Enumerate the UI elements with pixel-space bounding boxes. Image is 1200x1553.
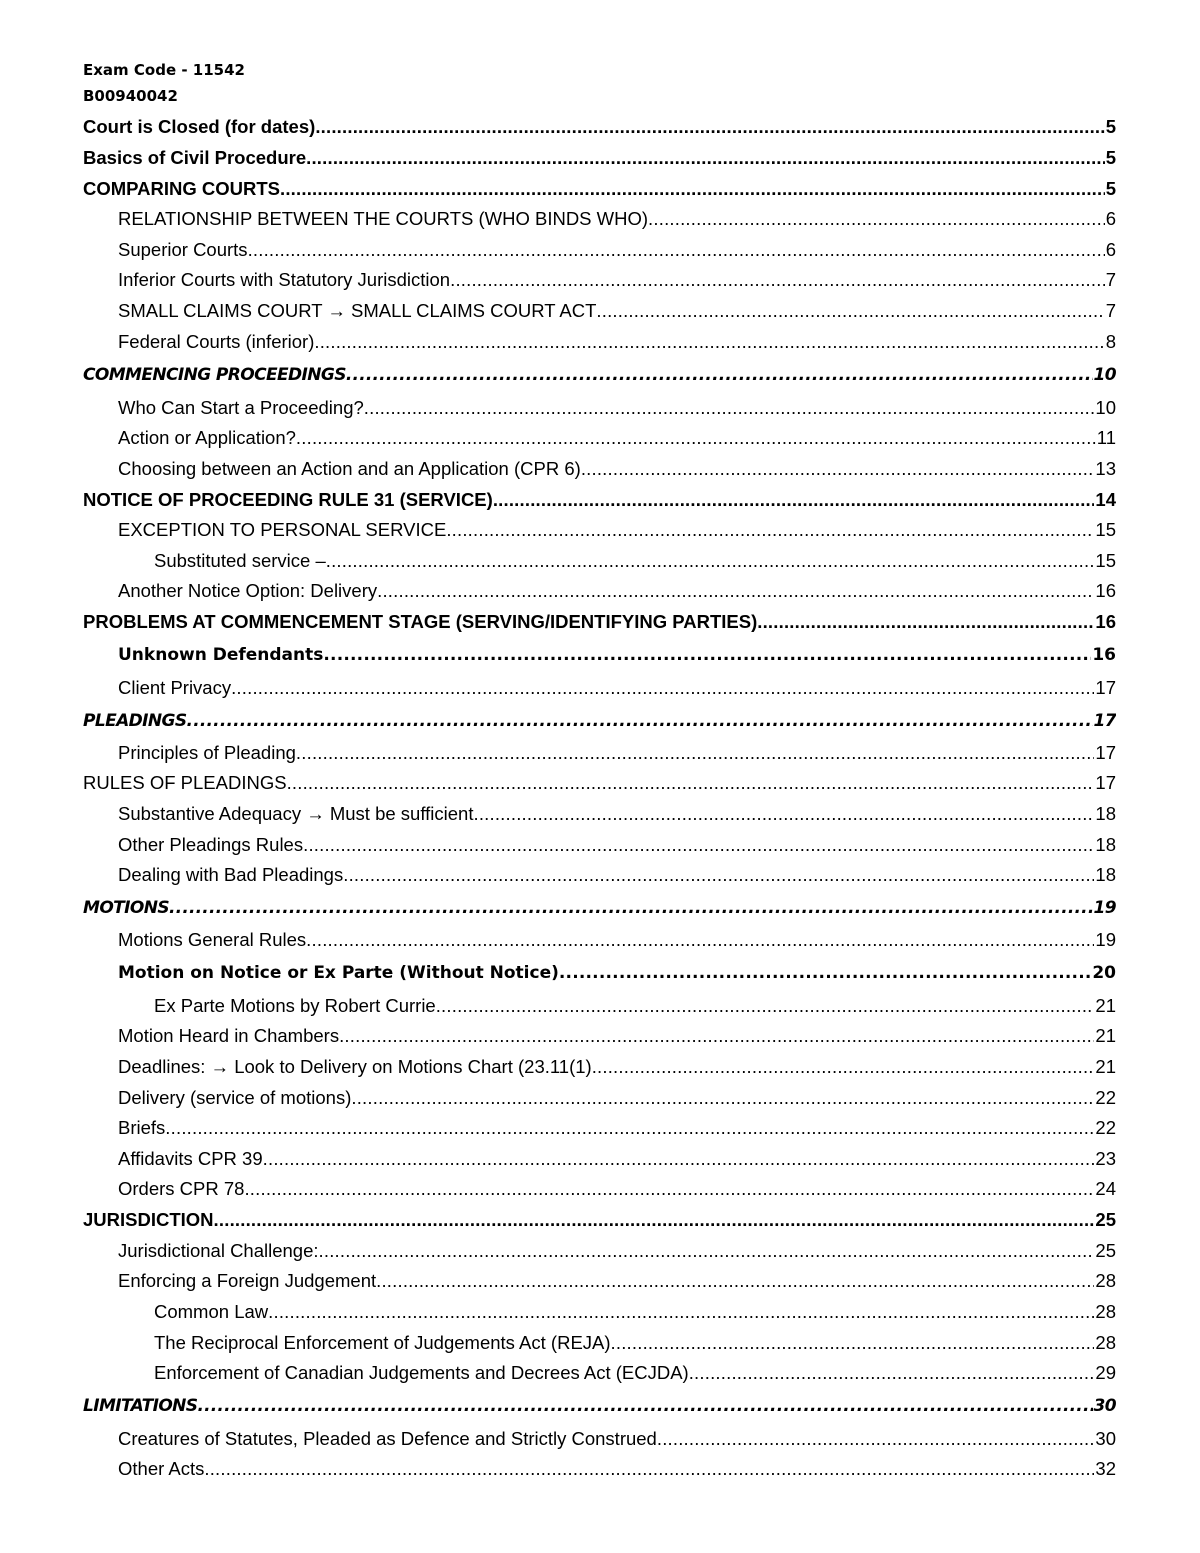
toc-entry[interactable]: Substantive Adequacy → Must be sufficient ..... 18 <box>118 802 1116 826</box>
toc-entry[interactable]: Deadlines: → Look to Delivery on Motions Chart (23.11(1) ..... 21 <box>118 1055 1116 1079</box>
toc-entry[interactable]: Motions General Rules ..... 19 <box>118 928 1116 952</box>
toc-entry[interactable]: Enforcement of Canadian Judgements and Decrees Act (ECJDA) ..... 29 <box>154 1361 1116 1385</box>
toc-entry[interactable]: Affidavits CPR 39 ..... 23 <box>118 1147 1116 1171</box>
toc-entry[interactable]: COMMENCING PROCEEDINGS ..... 10 <box>83 363 1116 387</box>
toc-entry[interactable]: Enforcing a Foreign Judgement ..... 28 <box>118 1269 1116 1293</box>
toc-entry[interactable]: Action or Application? ..... 11 <box>118 426 1116 450</box>
toc-entry[interactable]: Superior Courts ..... 6 <box>118 238 1116 262</box>
toc-entry[interactable]: SMALL CLAIMS COURT → SMALL CLAIMS COURT ACT ..... 7 <box>118 299 1116 323</box>
toc-entry[interactable]: Federal Courts (inferior) ..... 8 <box>118 330 1116 354</box>
toc-entry[interactable]: JURISDICTION ..... 25 <box>83 1208 1116 1232</box>
toc-entry[interactable]: MOTIONS ..... 19 <box>83 896 1116 920</box>
toc-entry[interactable]: NOTICE OF PROCEEDING RULE 31 (SERVICE) ..... 14 <box>83 488 1116 512</box>
toc-entry[interactable]: Motion on Notice or Ex Parte (Without Notice) ..... 20 <box>118 961 1116 985</box>
toc-entry[interactable]: PLEADINGS ..... 17 <box>83 709 1116 733</box>
toc-entry[interactable]: The Reciprocal Enforcement of Judgements Act (REJA) ..... 28 <box>154 1331 1116 1355</box>
toc-entry[interactable]: Principles of Pleading ..... 17 <box>118 741 1116 765</box>
toc-entry[interactable]: COMPARING COURTS ..... 5 <box>83 177 1116 201</box>
toc-entry[interactable]: EXCEPTION TO PERSONAL SERVICE ..... 15 <box>118 518 1116 542</box>
toc-entry[interactable]: Jurisdictional Challenge: ..... 25 <box>118 1239 1116 1263</box>
toc-entry[interactable]: PROBLEMS AT COMMENCEMENT STAGE (SERVING/IDENTIFYING PARTIES) ..... 16 <box>83 610 1116 634</box>
toc-entry[interactable]: Who Can Start a Proceeding? ..... 10 <box>118 396 1116 420</box>
toc-entry[interactable]: Basics of Civil Procedure ..... 5 <box>83 146 1116 170</box>
toc-entry[interactable]: Motion Heard in Chambers ..... 21 <box>118 1024 1116 1048</box>
toc-entry[interactable]: Other Pleadings Rules ..... 18 <box>118 833 1116 857</box>
toc-entry[interactable]: Unknown Defendants ..... 16 <box>118 643 1116 667</box>
toc-entry[interactable]: Delivery (service of motions) ..... 22 <box>118 1086 1116 1110</box>
toc-entry[interactable]: Client Privacy ..... 17 <box>118 676 1116 700</box>
toc-entry[interactable]: LIMITATIONS ..... 30 <box>83 1394 1116 1418</box>
toc-entry[interactable]: Ex Parte Motions by Robert Currie ..... 21 <box>154 994 1116 1018</box>
toc-entry[interactable]: Briefs ..... 22 <box>118 1116 1116 1140</box>
toc-entry[interactable]: Another Notice Option: Delivery ..... 16 <box>118 579 1116 603</box>
toc-entry[interactable]: Choosing between an Action and an Application (CPR 6) ..... 13 <box>118 457 1116 481</box>
toc-entry[interactable]: Dealing with Bad Pleadings ..... 18 <box>118 863 1116 887</box>
toc-entry[interactable]: RELATIONSHIP BETWEEN THE COURTS (WHO BINDS WHO) ..... 6 <box>118 207 1116 231</box>
exam-code: Exam Code - 11542 <box>83 61 245 79</box>
toc-entry[interactable]: Substituted service – ..... 15 <box>154 549 1116 573</box>
student-id: B00940042 <box>83 87 178 105</box>
toc-entry[interactable]: Common Law ..... 28 <box>154 1300 1116 1324</box>
toc-entry[interactable]: Other Acts ..... 32 <box>118 1457 1116 1481</box>
toc-entry[interactable]: Inferior Courts with Statutory Jurisdiction ..... 7 <box>118 268 1116 292</box>
toc-entry[interactable]: Orders CPR 78 ..... 24 <box>118 1177 1116 1201</box>
toc-entry[interactable]: RULES OF PLEADINGS ..... 17 <box>83 771 1116 795</box>
toc-entry[interactable]: Creatures of Statutes, Pleaded as Defence and Strictly Construed ..... 30 <box>118 1427 1116 1451</box>
toc-entry[interactable]: Court is Closed (for dates) ..... 5 <box>83 115 1116 139</box>
